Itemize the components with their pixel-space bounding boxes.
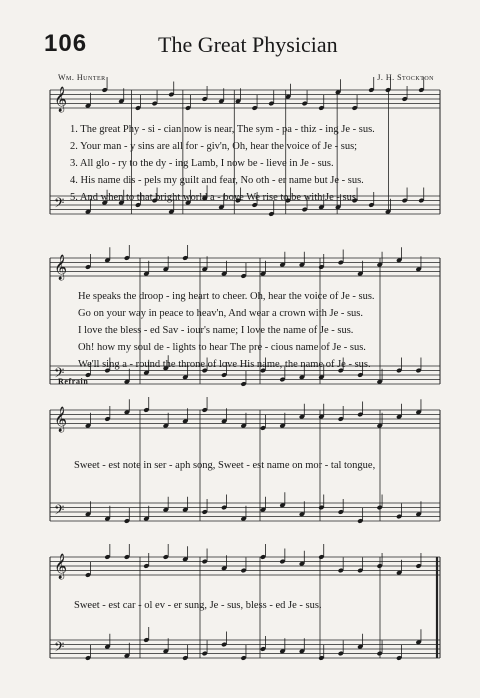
treble-clef: 𝄞: [54, 87, 68, 112]
treble-clef: 𝄞: [54, 407, 68, 432]
verse-lyrics-system-1: [70, 121, 375, 206]
lyric-line: 5. And when to that bright world a - bove We rise to be with Je - sus.: [70, 192, 359, 203]
words-credit: Wm. Hunter: [58, 73, 106, 82]
refrain-label: Refrain: [58, 377, 89, 386]
bass-clef: 𝄢: [54, 502, 65, 521]
bass-clef: 𝄢: [54, 639, 65, 658]
music-credit: J. H. Stockton: [377, 73, 434, 82]
hymn-number: 106: [44, 30, 88, 57]
lyric-line: 3. All glo - ry to the dy - ing Lamb, I now be - lieve in Je - sus.: [70, 158, 334, 169]
lyric-line: Oh! how my soul de - lights to hear The pre - cious name of Je - sus.: [78, 342, 366, 353]
bass-clef: 𝄢: [54, 195, 65, 214]
hymn-title: The Great Physician: [158, 32, 338, 57]
lyric-line: We'll sing a - round the throne of love His name, the name of Je - sus.: [78, 359, 371, 370]
lyric-line: Go on your way in peace to heav'n, And wear a crown with Je - sus.: [78, 308, 364, 319]
refrain-lyrics-1: [74, 457, 375, 474]
lyric-line: He speaks the droop - ing heart to cheer. Oh, hear the voice of Je - sus.: [78, 291, 375, 302]
treble-clef: 𝄞: [54, 554, 68, 579]
lyric-line: 4. His name dis - pels my guilt and fear, No oth - er name but Je - sus.: [70, 175, 364, 186]
lyric-line: Sweet - est car - ol ev - er sung, Je - sus, bless - ed Je - sus.: [74, 600, 322, 611]
lyric-line: 1. The great Phy - si - cian now is near, The sym - pa - thiz - ing Je - sus.: [70, 124, 375, 135]
lyric-line: I love the bless - ed Sav - iour's name; I love the name of Je - sus.: [78, 325, 354, 336]
lyric-line: 2. Your man - y sins are all for - giv'n, Oh, hear the voice of Je - sus;: [70, 141, 358, 152]
treble-clef: 𝄞: [54, 255, 68, 280]
lyric-line: Sweet - est note in ser - aph song, Sweet - est name on mor - tal tongue,: [74, 460, 376, 471]
verse-lyrics-system-2: [78, 288, 375, 373]
bass-clef: 𝄢: [54, 365, 65, 384]
refrain-lyrics-2: [74, 597, 322, 614]
